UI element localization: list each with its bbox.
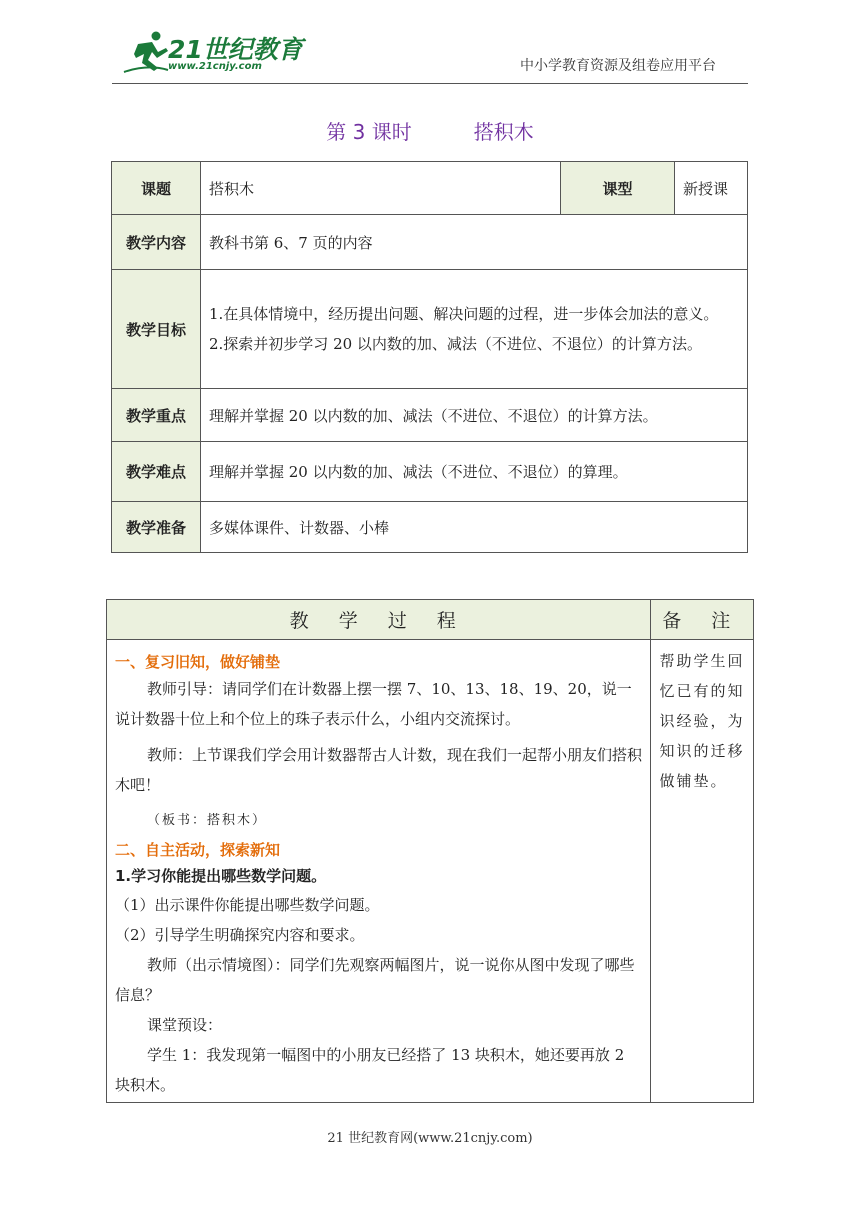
row-objectives <box>112 270 748 389</box>
logo-url: www.21cnjy.com <box>168 61 262 72</box>
row-key-point <box>112 389 748 442</box>
board-note: （板书：搭积木） <box>147 813 268 828</box>
objectives-list <box>201 270 748 389</box>
prep-value: 多媒体课件、计数器、小棒 <box>201 502 748 553</box>
type-label: 课型 <box>561 162 675 215</box>
row-prep <box>112 502 748 553</box>
prep-label: 教学准备 <box>112 502 201 553</box>
platform-name: 中小学教育资源及组卷应用平台 <box>520 58 716 74</box>
objective-item: 2.探索并初步学习 20 以内数的加、减法（不进位、不退位）的计算方法。 <box>209 335 702 353</box>
objective-item: 1.在具体情境中，经历提出问题、解决问题的过程，进一步体会加法的意义。 <box>209 305 719 323</box>
difficulty-value: 理解并掌握 20 以内数的加、减法（不进位、不退位）的算理。 <box>201 442 748 502</box>
process-body-row <box>107 640 754 1103</box>
logo-text: 21世纪教育 <box>168 35 303 64</box>
key-label: 教学重点 <box>112 389 201 442</box>
process-header-row <box>107 600 754 640</box>
difficulty-label: 教学难点 <box>112 442 201 502</box>
paragraph: 教师引导：请同学们在计数器上摆一摆 7、10、13、18、19、20，说一说计数器十位上和个位上的珠子表示什么，小组内交流探讨。 <box>115 680 632 728</box>
content-value: 教科书第 6、7 页的内容 <box>201 215 748 270</box>
teaching-process-table <box>106 599 754 1103</box>
section-title: 一、复习旧知，做好铺垫 <box>115 653 281 671</box>
lesson-number: 第 3 课时 <box>326 120 412 144</box>
page-title <box>0 116 860 145</box>
notes-header: 备 注 <box>651 600 754 640</box>
topic-value: 搭积木 <box>201 162 561 215</box>
row-content <box>112 215 748 270</box>
step-item: （2）引导学生明确探究内容和要求。 <box>115 926 365 944</box>
key-value: 理解并掌握 20 以内数的加、减法（不进位、不退位）的计算方法。 <box>201 389 748 442</box>
row-difficulty <box>112 442 748 502</box>
step-item: （1）出示课件你能提出哪些数学问题。 <box>115 896 380 914</box>
type-value: 新授课 <box>675 162 748 215</box>
row-topic <box>112 162 748 215</box>
header-divider <box>112 83 748 84</box>
page-footer: 21 世纪教育网(www.21cnjy.com) <box>327 1131 533 1146</box>
paragraph: 课堂预设： <box>147 1016 223 1034</box>
paragraph: 学生 1：我发现第一幅图中的小朋友已经搭了 13 块积木，她还要再放 2 块积木。 <box>115 1046 625 1094</box>
process-header: 教 学 过 程 <box>107 600 651 640</box>
topic-label: 课题 <box>112 162 201 215</box>
notes-cell: 帮助学生回忆已有的知识经验，为知识的迁移做铺垫。 <box>651 640 754 1103</box>
paragraph: 教师：上节课我们学会用计数器帮古人计数，现在我们一起帮小朋友们搭积木吧！ <box>115 746 643 794</box>
process-content <box>107 640 651 1103</box>
subsection-title: 1.学习你能提出哪些数学问题。 <box>115 867 327 885</box>
content-label: 教学内容 <box>112 215 201 270</box>
section-title: 二、自主活动，探索新知 <box>115 841 281 859</box>
paragraph: 教师（出示情境图）：同学们先观察两幅图片，说一说你从图中发现了哪些信息？ <box>115 956 635 1004</box>
lesson-topic: 搭积木 <box>473 120 534 144</box>
page-header <box>0 0 860 92</box>
lesson-info-table <box>111 161 748 553</box>
objectives-label: 教学目标 <box>112 270 201 389</box>
